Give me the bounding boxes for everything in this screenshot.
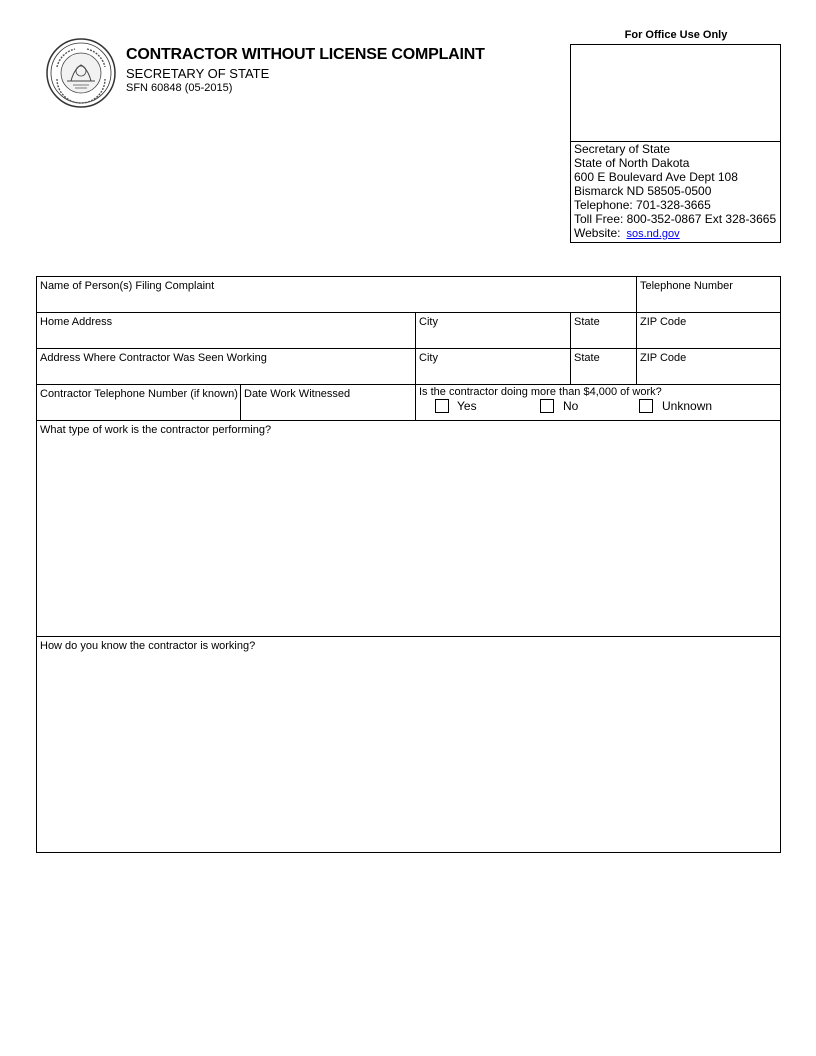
yes-checkbox[interactable] [435, 399, 449, 413]
home-city-field[interactable] [415, 312, 571, 349]
form-number: SFN 60848 (05-2015) [126, 82, 233, 94]
state-label: State [574, 316, 600, 328]
address-line: Secretary of State [574, 142, 671, 156]
city-label: City [419, 316, 438, 328]
form-title: CONTRACTOR WITHOUT LICENSE COMPLAINT [126, 46, 485, 63]
work-state-field[interactable] [570, 348, 637, 385]
work-type-textarea[interactable] [36, 420, 781, 637]
telephone-label: Telephone Number [640, 280, 733, 292]
work-city-field[interactable] [415, 348, 571, 385]
complainant-name-field[interactable] [36, 276, 637, 313]
unknown-checkbox[interactable] [639, 399, 653, 413]
contractor-phone-field[interactable] [36, 384, 241, 421]
address-line: Toll Free: 800-352-0867 Ext 328-3665 [574, 212, 777, 226]
office-use-label: For Office Use Only [624, 29, 728, 41]
website-row [574, 226, 680, 241]
website-link[interactable]: sos.nd.gov [626, 228, 680, 240]
home-address-field[interactable] [36, 312, 416, 349]
home-address-label: Home Address [40, 316, 113, 328]
agency-name: SECRETARY OF STATE [126, 66, 270, 81]
over-4000-question: Is the contractor doing more than $4,000 of work? [419, 386, 662, 398]
date-witnessed-label: Date Work Witnessed [244, 388, 351, 400]
office-address-block [570, 141, 781, 243]
address-line: Telephone: 701-328-3665 [574, 198, 711, 212]
date-witnessed-field[interactable] [240, 384, 416, 421]
city-label: City [419, 352, 438, 364]
contractor-phone-label: Contractor Telephone Number (if known) [40, 388, 238, 400]
work-type-label: What type of work is the contractor performing? [40, 424, 272, 436]
unknown-label: Unknown [662, 399, 713, 413]
zip-label: ZIP Code [640, 352, 687, 364]
no-label: No [563, 399, 579, 413]
complainant-name-label: Name of Person(s) Filing Complaint [40, 280, 215, 292]
state-label: State [574, 352, 600, 364]
zip-label: ZIP Code [640, 316, 687, 328]
yes-label: Yes [457, 399, 477, 413]
office-use-box [570, 44, 781, 142]
work-address-label: Address Where Contractor Was Seen Working [40, 352, 267, 364]
how-know-label: How do you know the contractor is working? [40, 640, 256, 652]
home-zip-field[interactable] [636, 312, 781, 349]
state-seal-icon [45, 37, 117, 109]
how-know-textarea[interactable] [36, 636, 781, 853]
address-line: 600 E Boulevard Ave Dept 108 [574, 170, 738, 184]
website-label: Website: [574, 226, 621, 240]
complainant-telephone-field[interactable] [636, 276, 781, 313]
no-checkbox[interactable] [540, 399, 554, 413]
address-line: Bismarck ND 58505-0500 [574, 184, 712, 198]
work-zip-field[interactable] [636, 348, 781, 385]
work-address-field[interactable] [36, 348, 416, 385]
home-state-field[interactable] [570, 312, 637, 349]
address-line: State of North Dakota [574, 156, 690, 170]
